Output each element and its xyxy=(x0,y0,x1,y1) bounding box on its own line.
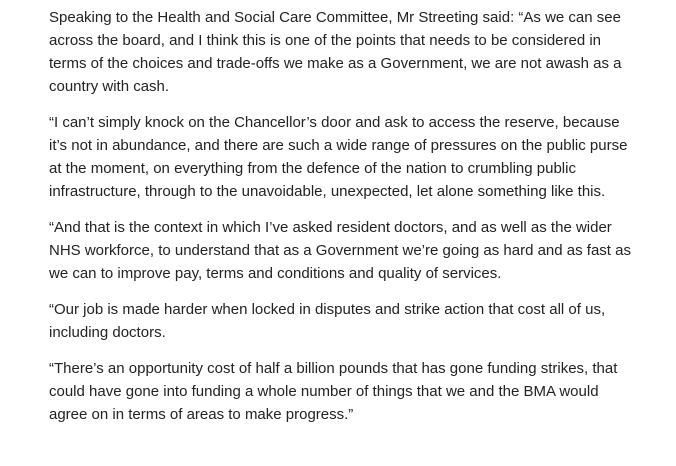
article-paragraph: “I can’t simply knock on the Chancellor’s door and ask to access the reserve, because it’s not in abundance, and there are such a wide range of pressures on the public purse at the moment, on everything from the defence of the nation to crumbling public infrastructure, through to the unavoidable, unexpected, let alone something like this. xyxy=(49,114,628,200)
article-body xyxy=(49,6,641,439)
article-paragraph: Speaking to the Health and Social Care Committee, Mr Streeting said: “As we can see across the board, and I think this is one of the points that needs to be considered in terms of the choices and trade-offs we make as a Government, we are not awash as a country with cash. xyxy=(49,9,622,95)
article-paragraph: “And that is the context in which I’ve asked resident doctors, and as well as the wider NHS workforce, to understand that as a Government we’re going as hard and as fast as we can to improve pay, terms and conditions and quality of services. xyxy=(49,219,631,282)
article-paragraph: “There’s an opportunity cost of half a billion pounds that has gone funding strikes, that could have gone into funding a whole number of things that we and the BMA would agree on in terms of areas to make progress.” xyxy=(49,360,618,423)
article-paragraph: “Our job is made harder when locked in disputes and strike action that cost all of us, including doctors. xyxy=(49,301,606,341)
